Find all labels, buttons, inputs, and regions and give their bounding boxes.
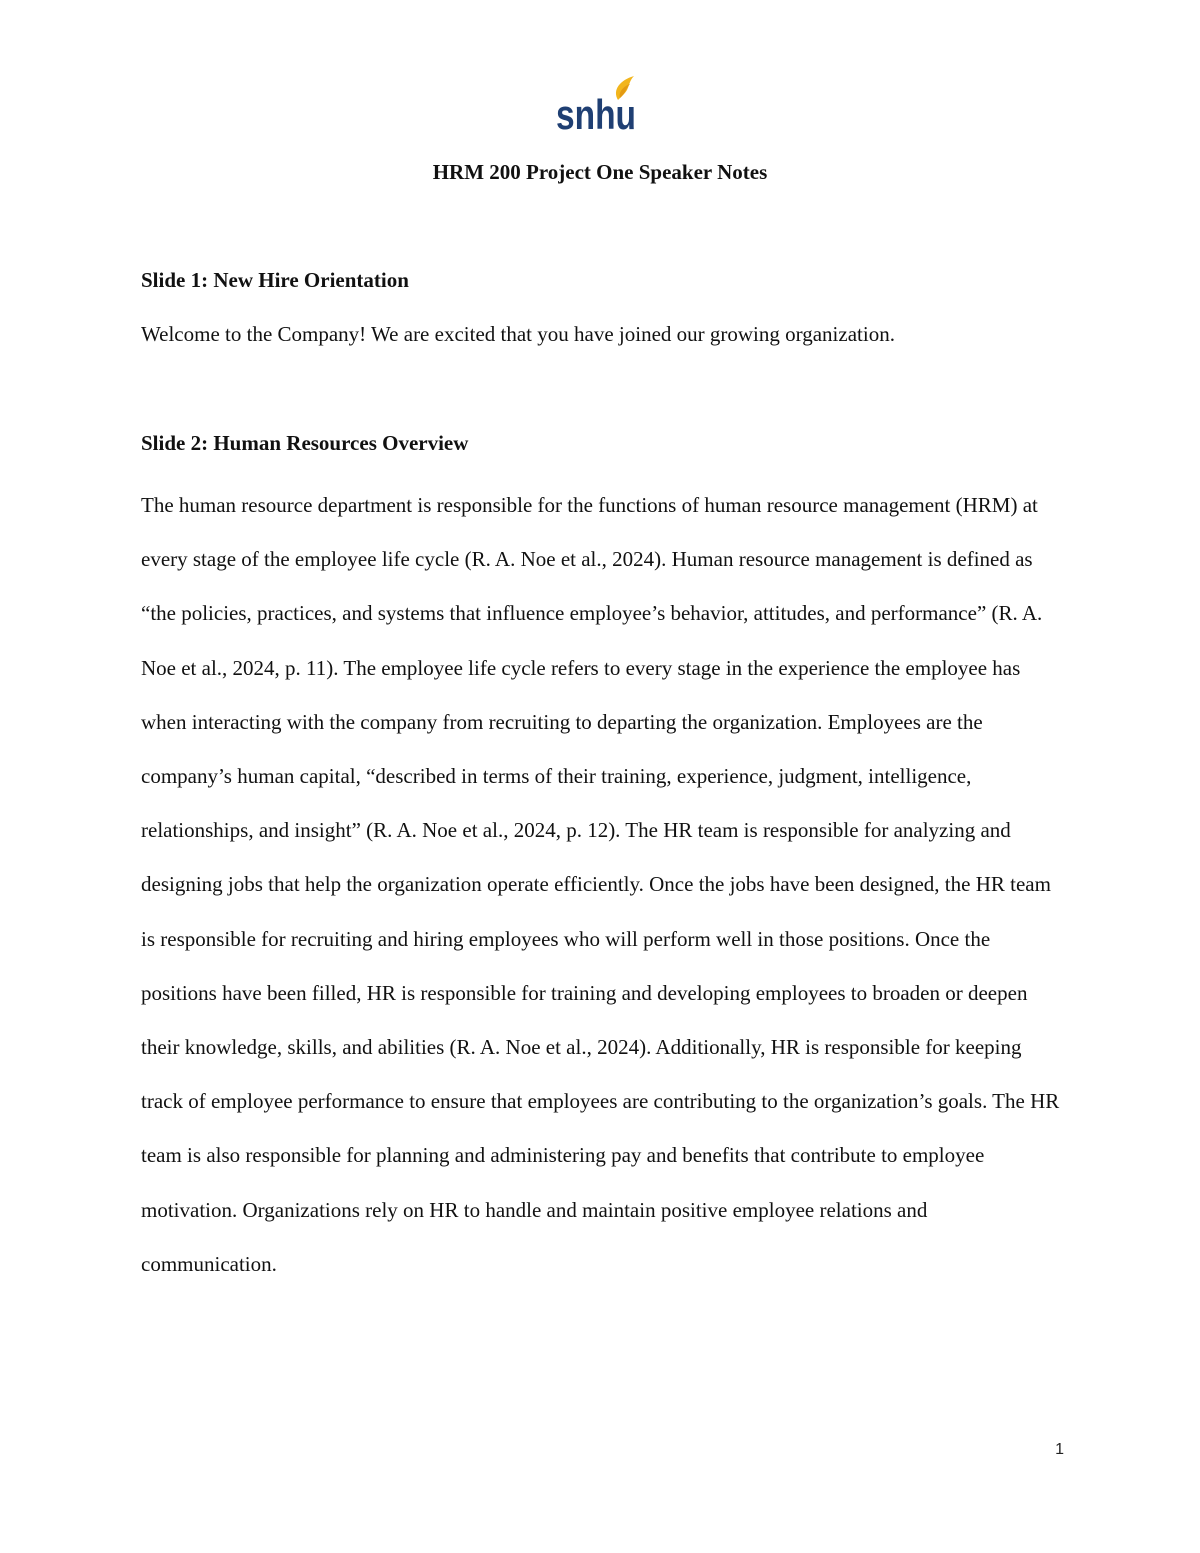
snhu-logo bbox=[554, 74, 638, 138]
slide-2-notes: The human resource department is responsible for the functions of human resource management (HRM) at every stage of the employee life cycle (R. A. Noe et al., 2024). Human resource management is defined as “the policies, practices, and systems that influence employee’s behavior, attitudes, and performance” (R. A. Noe et al., 2024, p. 11). The employee life cycle refers to every stage in the experience the employee has when interacting with the company from recruiting to departing the organization. Employees are the company’s human capital, “described in terms of their training, experience, judgment, intelligence, relationships, and insight” (R. A. Noe et al., 2024, p. 12). The HR team is responsible for analyzing and designing jobs that help the organization operate efficiently. Once the jobs have been designed, the HR team is responsible for recruiting and hiring employees who will perform well in those positions. Once the positions have been filled, HR is responsible for training and developing employees to broaden or deepen their knowledge, skills, and abilities (R. A. Noe et al., 2024). Additionally, HR is responsible for keeping track of employee performance to ensure that employees are contributing to the organization’s goals. The HR team is also responsible for planning and administering pay and benefits that contribute to employee motivation. Organizations rely on HR to handle and maintain positive employee relations and communication. bbox=[141, 493, 1060, 1276]
slide-1-notes: Welcome to the Company! We are excited that you have joined our growing organization. bbox=[141, 322, 895, 346]
snhu-logo-mark bbox=[554, 74, 638, 138]
logo-wordmark: snhu bbox=[556, 91, 636, 138]
document-title: HRM 200 Project One Speaker Notes bbox=[432, 160, 768, 184]
slide-1-heading: Slide 1: New Hire Orientation bbox=[141, 268, 409, 292]
page-number: 1 bbox=[1055, 1441, 1064, 1458]
slide-2-heading: Slide 2: Human Resources Overview bbox=[141, 431, 469, 455]
